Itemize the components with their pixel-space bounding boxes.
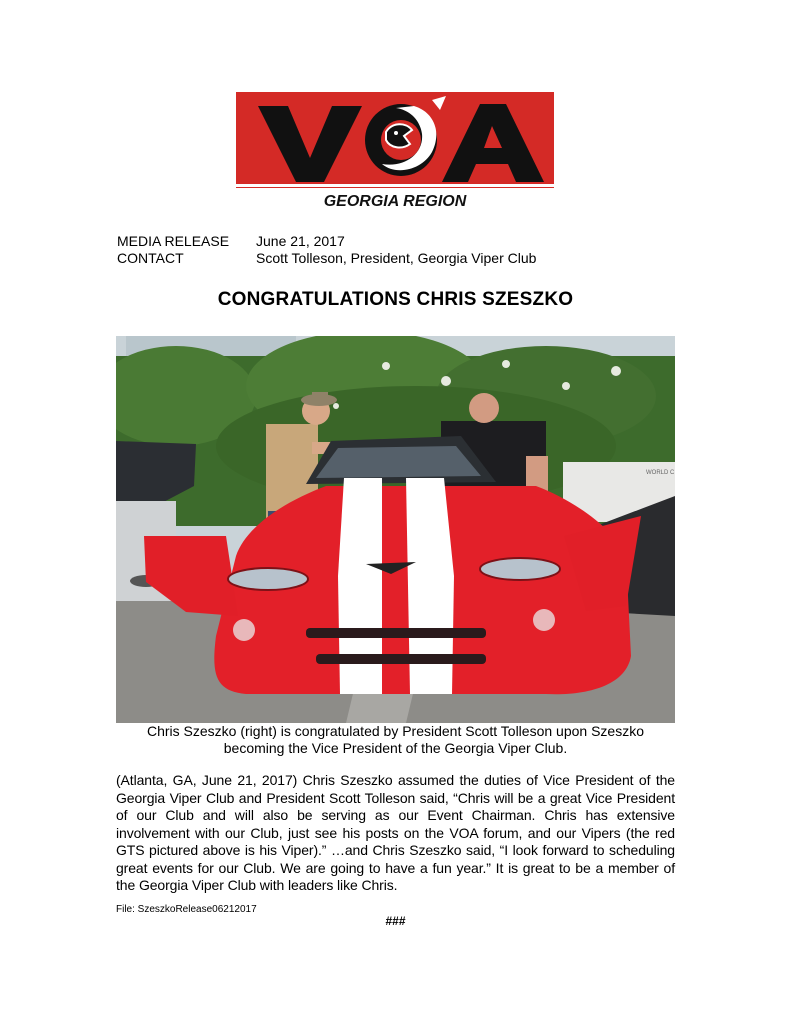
file-reference: File: SzeszkoRelease06212017 [116, 904, 257, 915]
release-body: (Atlanta, GA, June 21, 2017) Chris Szeszko assumed the duties of Vice President of the Georgia Viper Club and President Scott Tolleson said, “Chris will be a great Vice President of our Club and will also be serving as our Event Chairman. Chris has extensive involvement with our Club, just see his posts on the VOA forum, and our Vipers (the red GTS pictured above is his Viper).” …and Chris Szeszko said, “I look forward to scheduling great events for our Club. We are going to have a fun year.” It is great to be a member of the Georgia Viper Club with leaders like Chris. [116, 772, 675, 893]
photo-viper-handshake [116, 336, 675, 723]
voa-georgia-region-logo [236, 92, 554, 210]
svg-text:GEORGIA REGION: GEORGIA REGION [323, 193, 467, 210]
contact-value: Scott Tolleson, President, Georgia Viper Club [256, 250, 537, 266]
svg-text:WORLD C: WORLD C [646, 470, 675, 476]
photo-caption [116, 723, 675, 757]
media-release-label: MEDIA RELEASE [117, 233, 230, 249]
end-mark: ### [385, 914, 406, 928]
release-date: June 21, 2017 [256, 233, 345, 249]
page-title: CONGRATULATIONS CHRIS SZESZKO [217, 289, 574, 310]
caption-line-1: Chris Szeszko (right) is congratulated by President Scott Tolleson upon Szeszko [147, 723, 644, 739]
caption-line-2: becoming the Vice President of the Georgia Viper Club. [223, 740, 568, 756]
contact-label: CONTACT [117, 250, 184, 266]
release-header [117, 233, 677, 273]
